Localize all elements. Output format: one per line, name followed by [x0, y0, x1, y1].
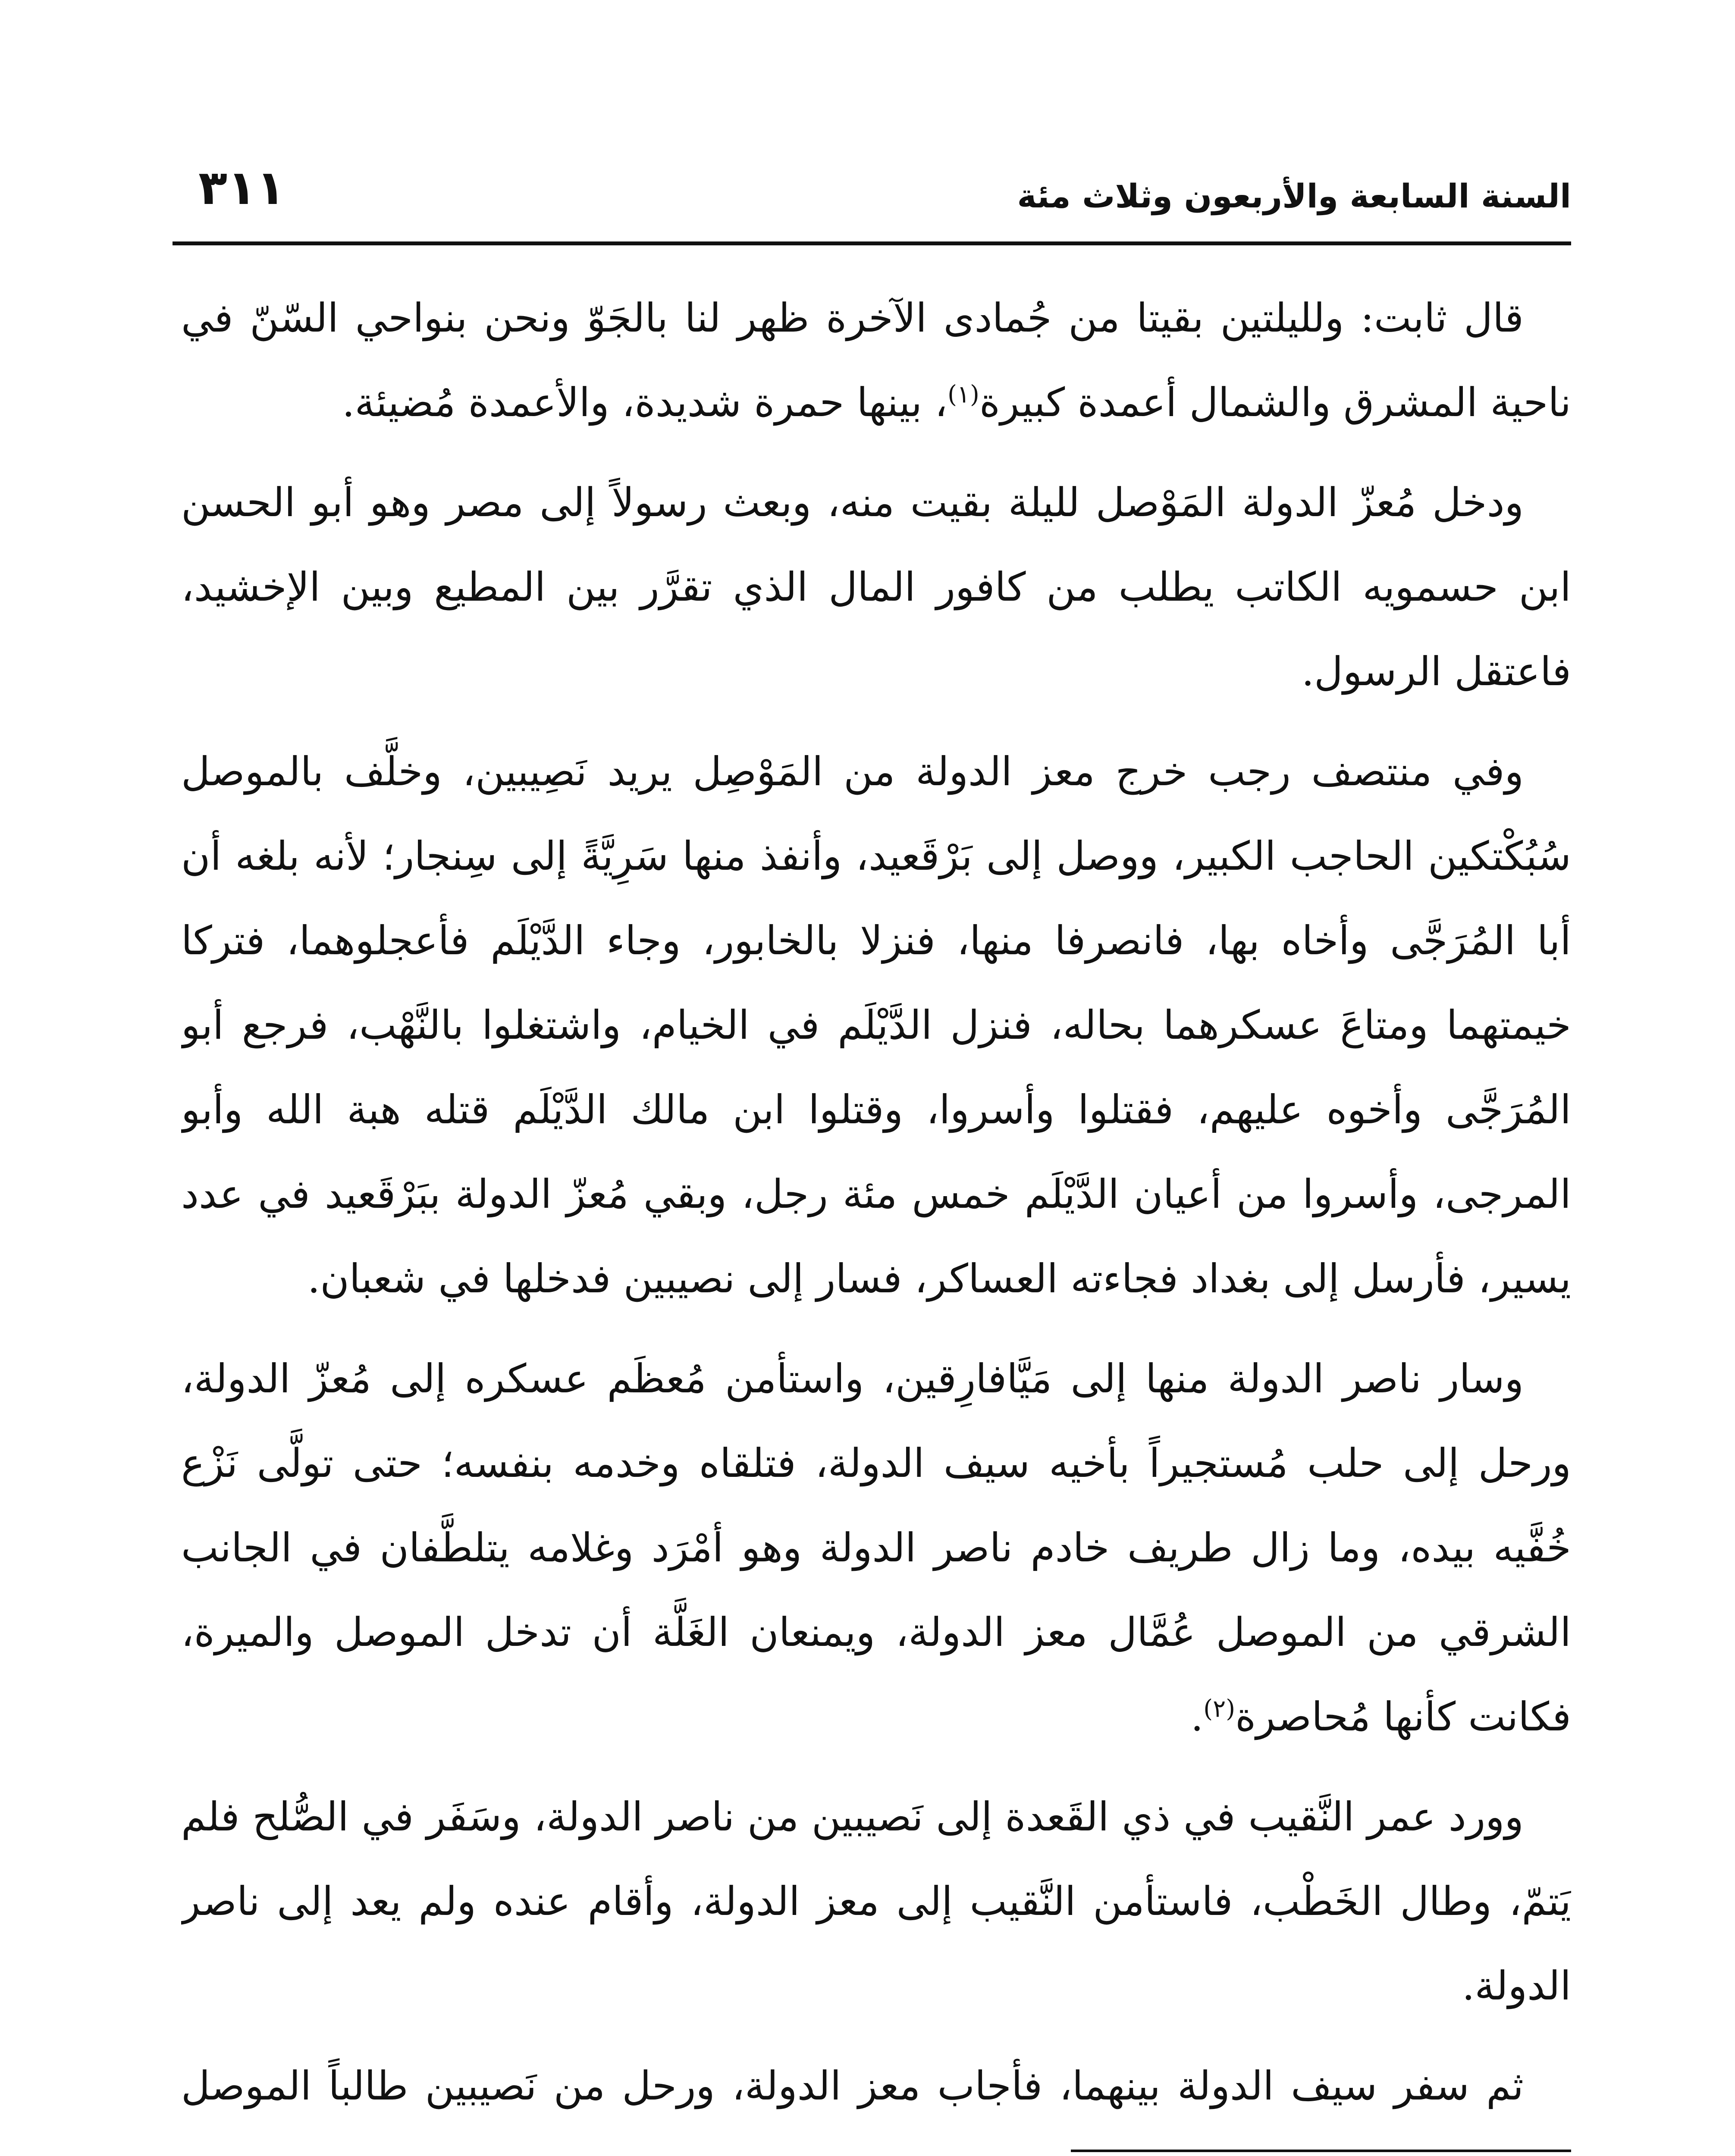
footnote-marker-1: (١): [948, 380, 979, 409]
paragraph-1-text-end: ، بينها حمرة شديدة، والأعمدة مُضيئة.: [342, 379, 948, 426]
paragraph-1: [181, 276, 1571, 445]
paragraph-3: وفي منتصف رجب خرج معز الدولة من المَوْصِل يريد نَصِيبين، وخلَّف بالموصل سُبُكْتكين الحاجب الكبير، ووصل إلى بَرْقَعيد، وأنفذ منها سَرِيَّةً إلى سِنجار؛ لأنه بلغه أن أبا المُرَجَّى وأخاه بها، فانصرفا منها، فنزلا بالخابور، وجاء الدَّيْلَم فأعجلوهما، فتركا خيمتهما ومتاعَ عسكرهما بحاله، فنزل الدَّيْلَم في الخيام، واشتغلوا بالنَّهْب، فرجع أبو المُرَجَّى وأخوه عليهم، فقتلوا وأسروا، وقتلوا ابن مالك الدَّيْلَم قتله هبة الله وأبو المرجى، وأسروا من أعيان الدَّيْلَم خمس مئة رجل، وبقي مُعزّ الدولة ببَرْقَعيد في عدد يسير، فأرسل إلى بغداد فجاءته العساكر، فسار إلى نصيبين فدخلها في شعبان.: [181, 749, 1571, 1302]
paragraph-4: [181, 1337, 1571, 1759]
paragraph-2: ودخل مُعزّ الدولة المَوْصل لليلة بقيت منه، وبعث رسولاً إلى مصر وهو أبو الحسن ابن حسمويه الكاتب يطلب من كافور المال الذي تقرَّر بين المطيع وبين الإخشيد، فاعتقل الرسول.: [181, 479, 1571, 695]
main-text: [181, 276, 1571, 2122]
paragraph-4-text-end: .: [1191, 1694, 1204, 1740]
paragraph-5: وورد عمر النَّقيب في ذي القَعدة إلى نَصيبين من ناصر الدولة، وسَفَر في الصُّلح فلم يَتمّ، وطال الخَطْب، فاستأمن النَّقيب إلى معز الدولة، وأقام عنده ولم يعد إلى ناصر الدولة.: [181, 1794, 1571, 2009]
paragraph-6: ثم سفر سيف الدولة بينهما، فأجاب معز الدولة، ورحل من نَصيبين طالباً الموصل: [181, 2063, 1524, 2109]
footnote-separator: [1071, 2150, 1571, 2152]
footnote-marker-2: (٢): [1203, 1695, 1236, 1723]
header-rule: [173, 241, 1571, 245]
paragraph-1-text: قال ثابت: ولليلتين بقيتا من جُمادى الآخرة ظهر لنا بالجَوّ ونحن بنواحي السّنّ في ناحية المشرق والشمال أعمدة كبيرة: [181, 295, 1571, 426]
running-title: السنة السابعة والأربعون وثلاث مئة: [1017, 177, 1571, 215]
page-number: ٣١١: [198, 160, 286, 215]
page-header: [173, 155, 1571, 241]
paragraph-4-text: وسار ناصر الدولة منها إلى مَيَّافارِقين، واستأمن مُعظَم عسكره إلى مُعزّ الدولة، ورحل إلى حلب مُستجيراً بأخيه سيف الدولة، فتلقاه وخدمه بنفسه؛ حتى تولَّى نَزْع خُفَّيه بيده، وما زال طريف خادم ناصر الدولة وهو أمْرَد وغلامه يتلطَّفان في الجانب الشرقي من الموصل عُمَّال معز الدولة، ويمنعان الغَلَّة أن تدخل الموصل والميرة، فكانت كأنها مُحاصرة: [181, 1356, 1571, 1740]
